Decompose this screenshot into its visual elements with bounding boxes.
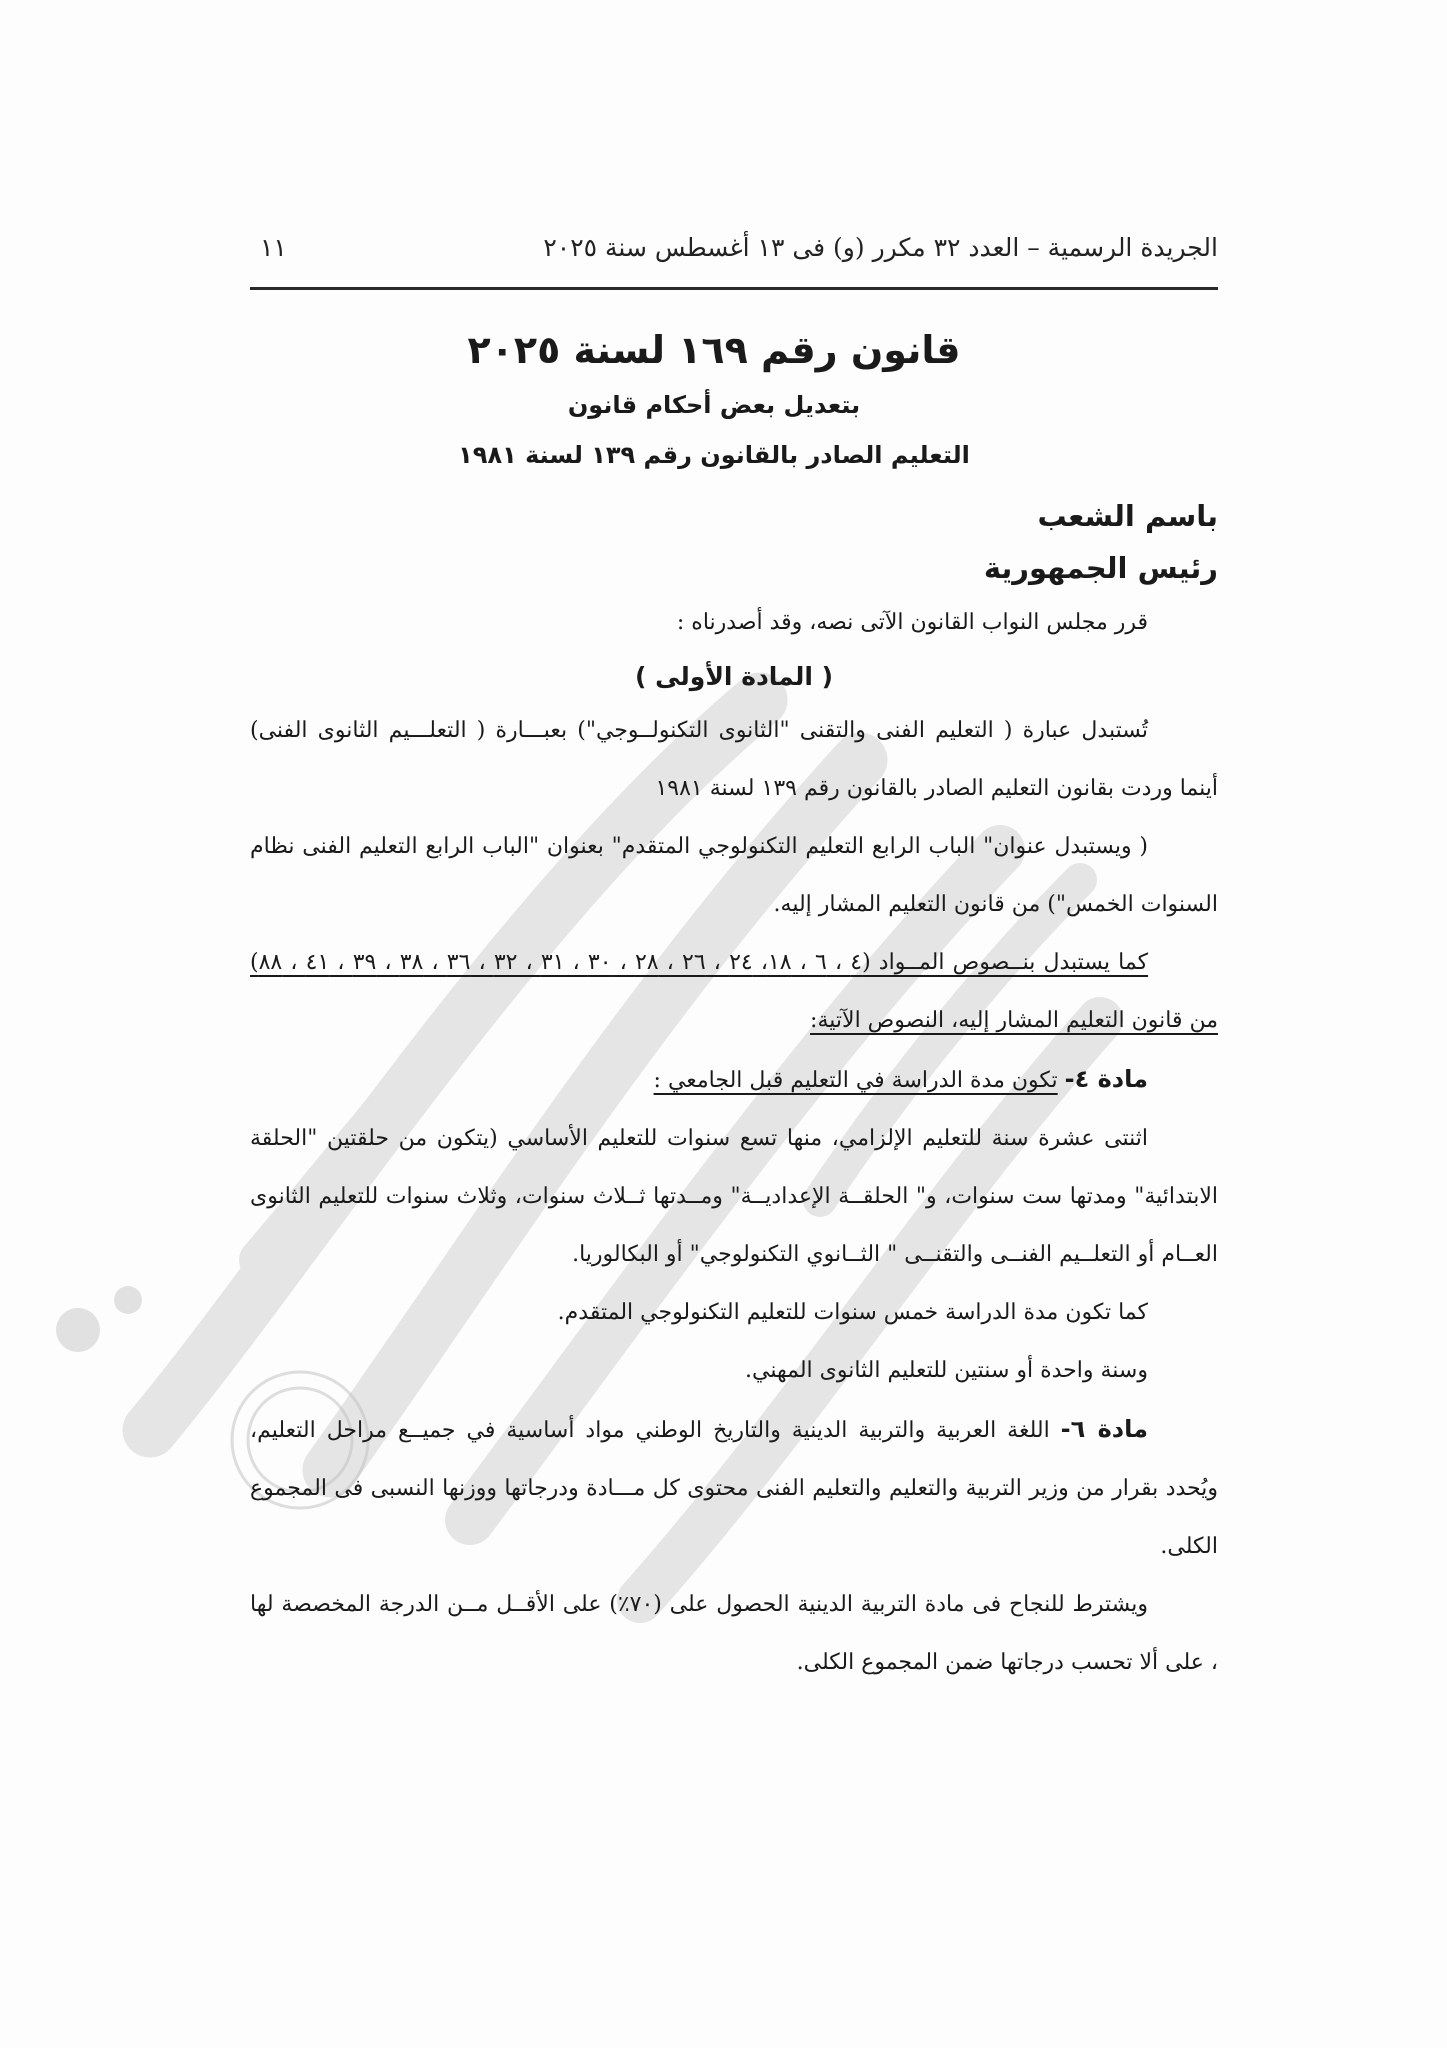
article-6-label: مادة ٦- — [1060, 1415, 1148, 1443]
header-divider — [250, 287, 1218, 290]
article-6-paragraph-2: ويشترط للنجاح فى مادة التربية الدينية الحصول على (٧٠٪) على الأقــل مــن الدرجة المخصصة لها ، على ألا تحسب درجاتها ضمن المجموع الكلى. — [250, 1592, 1218, 1675]
article-one-paragraph-3: كما يستبدل بنــصوص المــواد (٤ ، ٦ ، ١٨، ٢٤ ، ٢٦ ، ٢٨ ، ٣٠ ، ٣١ ، ٣٢ ، ٣٦ ، ٣٨ ، ٣٩ ، ٤١ ، ٨٨) من قانون التعليم المشار إليه، النصوص الآتية: — [250, 950, 1218, 1033]
article-one-paragraph-2: ( ويستبدل عنوان" الباب الرابع التعليم التكنولوجي المتقدم" بعنوان "الباب الرابع التعليم الفنى نظام السنوات الخمس") من قانون التعليم المشار إليه. — [250, 834, 1218, 917]
article-4-label: مادة ٤- — [1064, 1065, 1148, 1093]
article-one-paragraph-1: تُستبدل عبارة ( التعليم الفنى والتقنى "الثانوى التكنولــوجي") بعبـــارة ( التعلـــيم الثانوى الفنى) أينما وردت بقانون التعليم الصادر بالقانون رقم ١٣٩ لسنة ١٩٨١ — [250, 718, 1218, 801]
page-number: ١١ — [260, 233, 287, 262]
article-4-paragraph-2: كما تكون مدة الدراسة خمس سنوات للتعليم التكنولوجي المتقدم. — [557, 1300, 1148, 1325]
article-4-paragraph-1: اثنتى عشرة سنة للتعليم الإلزامي، منها تسع سنوات للتعليم الأساسي (يتكون من حلقتين "الحلقة الابتدائية" ومدتها ست سنوات، و" الحلقــة الإعداديــة" ومــدتها ثــلاث سنوات، وثلاث سنوات للتعليم الثانوى العــام أو التعلــيم الفنــى والتقنــى " الثــانوي التكنولوجي" أو البكالوريا. — [250, 1126, 1218, 1267]
article-one-heading: ( المادة الأولى ) — [634, 662, 834, 691]
article-6-paragraph-1: اللغة العربية والتربية الدينية والتاريخ الوطني مواد أساسية في جميــع مراحل التعليم، ويُحدد بقرار من وزير التربية والتعليم والتعليم الفنى محتوى كل مـــادة ودرجاتها ووزنها النسبى فى المجموع الكلى. — [250, 1418, 1218, 1559]
law-subtitle-1: بتعديل بعض أحكام قانون — [567, 391, 861, 419]
running-header — [250, 226, 1218, 270]
law-title: قانون رقم ١٦٩ لسنة ٢٠٢٥ — [467, 328, 961, 372]
president-heading: رئيس الجمهورية — [983, 551, 1218, 585]
article-6-paragraph-1-line — [250, 1400, 1218, 1576]
document-body — [250, 300, 1218, 1692]
article-4-paragraph-3: وسنة واحدة أو سنتين للتعليم الثانوى المهني. — [744, 1358, 1148, 1383]
preamble-text: قرر مجلس النواب القانون الآتى نصه، وقد أصدرناه : — [676, 610, 1148, 635]
article-4-lead-line — [250, 1050, 1218, 1110]
article-4-lead: تكون مدة الدراسة في التعليم قبل الجامعي : — [653, 1068, 1058, 1093]
law-subtitle-2: التعليم الصادر بالقانون رقم ١٣٩ لسنة ١٩٨١ — [458, 441, 970, 469]
in-the-name-heading: باسم الشعب — [1037, 499, 1218, 533]
running-title: الجريدة الرسمية – العدد ٣٢ مكرر (و) فى ١٣ أغسطس سنة ٢٠٢٥ — [543, 233, 1218, 262]
